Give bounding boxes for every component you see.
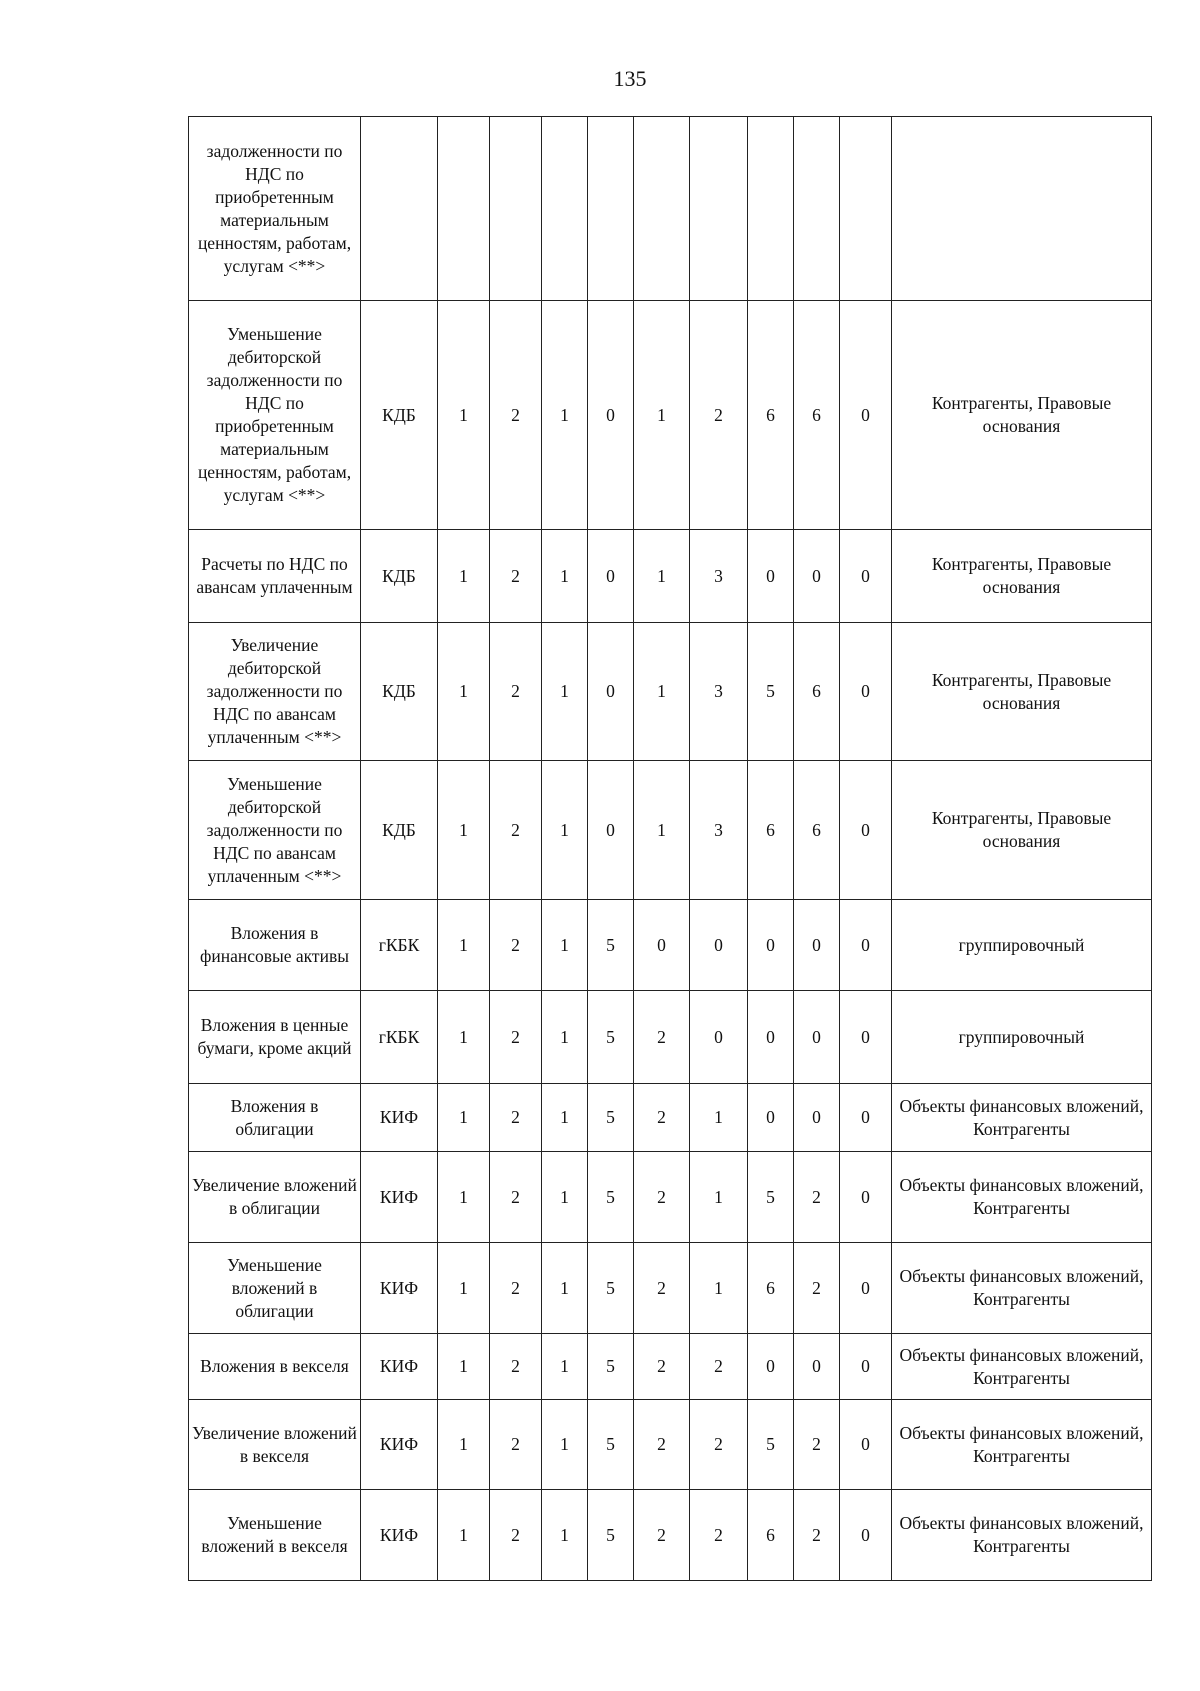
account-name-cell: Увеличение вложений в векселя [189,1400,361,1490]
analytics-note-cell [892,117,1152,301]
account-name-cell: Увеличение дебиторской задолженности по НДС по авансам уплаченным <**> [189,623,361,761]
digit-cell: 1 [542,900,588,991]
digit-cell: 0 [840,1490,892,1581]
account-name-cell: Расчеты по НДС по авансам уплаченным [189,530,361,623]
digit-cell: 5 [748,1400,794,1490]
code-kind-cell: КДБ [361,623,438,761]
digit-cell: 1 [542,623,588,761]
digit-cell: 1 [438,1490,490,1581]
code-kind-cell: КДБ [361,301,438,530]
digit-cell: 2 [490,1243,542,1334]
analytics-note-cell: Объекты финансовых вложений, Контрагенты [892,1152,1152,1243]
digit-cell: 6 [794,301,840,530]
digit-cell: 6 [794,761,840,900]
digit-cell: 0 [748,530,794,623]
account-name-cell: Уменьшение дебиторской задолженности по НДС по приобретенным материальным ценностям, работам, услугам <**> [189,301,361,530]
digit-cell: 5 [588,1152,634,1243]
digit-cell: 0 [634,900,690,991]
digit-cell: 2 [490,1084,542,1152]
digit-cell: 5 [588,900,634,991]
digit-cell: 0 [588,530,634,623]
account-name-cell: Вложения в ценные бумаги, кроме акций [189,991,361,1084]
digit-cell: 1 [438,1084,490,1152]
digit-cell: 1 [690,1152,748,1243]
digit-cell: 5 [748,1152,794,1243]
account-name-cell: Вложения в финансовые активы [189,900,361,991]
digit-cell: 3 [690,761,748,900]
digit-cell: 1 [438,623,490,761]
digit-cell: 2 [634,1334,690,1400]
analytics-note-cell: Контрагенты, Правовые основания [892,301,1152,530]
digit-cell: 0 [840,991,892,1084]
digit-cell: 5 [588,991,634,1084]
digit-cell: 0 [840,301,892,530]
digit-cell: 0 [840,530,892,623]
digit-cell: 2 [690,1334,748,1400]
table-row [189,900,1152,991]
digit-cell: 0 [840,623,892,761]
digit-cell: 0 [588,623,634,761]
digit-cell: 1 [542,1490,588,1581]
digit-cell: 6 [794,623,840,761]
digit-cell: 2 [490,1490,542,1581]
digit-cell: 2 [490,1152,542,1243]
digit-cell: 0 [748,1334,794,1400]
accounts-table [188,116,1152,1581]
table-row [189,117,1152,301]
digit-cell: 2 [490,900,542,991]
digit-cell: 0 [794,1334,840,1400]
digit-cell: 2 [794,1152,840,1243]
digit-cell: 2 [794,1400,840,1490]
digit-cell: 1 [542,1243,588,1334]
digit-cell: 1 [634,530,690,623]
digit-cell: 0 [690,900,748,991]
account-name-cell: Увеличение вложений в облигации [189,1152,361,1243]
code-kind-cell: КИФ [361,1084,438,1152]
table-row [189,991,1152,1084]
code-kind-cell: КДБ [361,530,438,623]
table-row [189,1084,1152,1152]
analytics-note-cell: Объекты финансовых вложений, Контрагенты [892,1400,1152,1490]
digit-cell: 1 [542,1084,588,1152]
account-name-cell: Вложения в векселя [189,1334,361,1400]
digit-cell: 6 [748,761,794,900]
digit-cell: 1 [438,1152,490,1243]
digit-cell: 2 [634,1152,690,1243]
digit-cell: 1 [690,1243,748,1334]
analytics-note-cell: Объекты финансовых вложений, Контрагенты [892,1490,1152,1581]
digit-cell: 1 [438,900,490,991]
digit-cell: 1 [542,1334,588,1400]
digit-cell: 6 [748,1243,794,1334]
digit-cell: 2 [634,1084,690,1152]
digit-cell: 0 [840,1334,892,1400]
digit-cell: 5 [588,1084,634,1152]
account-name-cell: задолженности по НДС по приобретенным материальным ценностям, работам, услугам <**> [189,117,361,301]
digit-cell: 1 [438,530,490,623]
digit-cell: 2 [490,301,542,530]
digit-cell: 1 [542,301,588,530]
account-name-cell: Уменьшение вложений в векселя [189,1490,361,1581]
digit-cell: 5 [748,623,794,761]
digit-cell: 0 [748,900,794,991]
digit-cell: 5 [588,1334,634,1400]
table-row [189,530,1152,623]
code-kind-cell: КИФ [361,1490,438,1581]
table-row [189,1400,1152,1490]
digit-cell: 1 [438,761,490,900]
digit-cell: 1 [634,623,690,761]
analytics-note-cell: Объекты финансовых вложений, Контрагенты [892,1243,1152,1334]
analytics-note-cell: Контрагенты, Правовые основания [892,530,1152,623]
table-row [189,761,1152,900]
digit-cell: 2 [490,1400,542,1490]
analytics-note-cell: группировочный [892,900,1152,991]
digit-cell: 0 [588,761,634,900]
code-kind-cell: КИФ [361,1334,438,1400]
digit-cell: 6 [748,301,794,530]
digit-cell: 1 [438,1334,490,1400]
digit-cell: 2 [490,991,542,1084]
table-row [189,301,1152,530]
digit-cell [840,117,892,301]
digit-cell: 0 [794,530,840,623]
digit-cell: 2 [634,991,690,1084]
digit-cell [794,117,840,301]
digit-cell: 1 [438,991,490,1084]
code-kind-cell [361,117,438,301]
digit-cell: 1 [542,1400,588,1490]
digit-cell: 1 [438,1243,490,1334]
digit-cell: 1 [542,991,588,1084]
digit-cell: 3 [690,530,748,623]
digit-cell: 5 [588,1400,634,1490]
digit-cell: 0 [588,301,634,530]
digit-cell: 2 [634,1400,690,1490]
digit-cell: 5 [588,1243,634,1334]
digit-cell: 2 [690,301,748,530]
table-row [189,1490,1152,1581]
digit-cell: 0 [748,991,794,1084]
table-row [189,1152,1152,1243]
digit-cell: 2 [794,1243,840,1334]
analytics-note-cell: группировочный [892,991,1152,1084]
digit-cell: 0 [840,1243,892,1334]
analytics-note-cell: Объекты финансовых вложений, Контрагенты [892,1084,1152,1152]
digit-cell [634,117,690,301]
digit-cell: 0 [840,1084,892,1152]
digit-cell: 0 [794,991,840,1084]
code-kind-cell: гКБК [361,900,438,991]
digit-cell: 1 [634,301,690,530]
digit-cell: 2 [690,1490,748,1581]
digit-cell [438,117,490,301]
digit-cell: 0 [748,1084,794,1152]
code-kind-cell: КДБ [361,761,438,900]
digit-cell: 1 [438,1400,490,1490]
analytics-note-cell: Контрагенты, Правовые основания [892,623,1152,761]
code-kind-cell: КИФ [361,1152,438,1243]
digit-cell: 2 [490,623,542,761]
digit-cell [490,117,542,301]
table-row [189,1334,1152,1400]
digit-cell: 2 [794,1490,840,1581]
account-name-cell: Вложения в облигации [189,1084,361,1152]
digit-cell: 0 [840,761,892,900]
digit-cell: 0 [840,1400,892,1490]
digit-cell: 2 [690,1400,748,1490]
digit-cell: 0 [840,1152,892,1243]
digit-cell: 1 [542,530,588,623]
table-row [189,623,1152,761]
digit-cell: 6 [748,1490,794,1581]
digit-cell: 1 [690,1084,748,1152]
page-number: 135 [613,66,647,91]
digit-cell [542,117,588,301]
digit-cell: 0 [840,900,892,991]
account-name-cell: Уменьшение вложений в облигации [189,1243,361,1334]
digit-cell: 3 [690,623,748,761]
digit-cell: 1 [542,761,588,900]
digit-cell [690,117,748,301]
account-name-cell: Уменьшение дебиторской задолженности по НДС по авансам уплаченным <**> [189,761,361,900]
digit-cell: 5 [588,1490,634,1581]
table-row [189,1243,1152,1334]
code-kind-cell: КИФ [361,1243,438,1334]
code-kind-cell: КИФ [361,1400,438,1490]
digit-cell: 1 [438,301,490,530]
digit-cell: 0 [690,991,748,1084]
digit-cell: 1 [542,1152,588,1243]
digit-cell: 0 [794,900,840,991]
digit-cell [588,117,634,301]
digit-cell: 2 [490,1334,542,1400]
digit-cell: 2 [634,1490,690,1581]
digit-cell [748,117,794,301]
analytics-note-cell: Объекты финансовых вложений, Контрагенты [892,1334,1152,1400]
code-kind-cell: гКБК [361,991,438,1084]
digit-cell: 2 [634,1243,690,1334]
digit-cell: 2 [490,530,542,623]
analytics-note-cell: Контрагенты, Правовые основания [892,761,1152,900]
digit-cell: 2 [490,761,542,900]
digit-cell: 0 [794,1084,840,1152]
digit-cell: 1 [634,761,690,900]
